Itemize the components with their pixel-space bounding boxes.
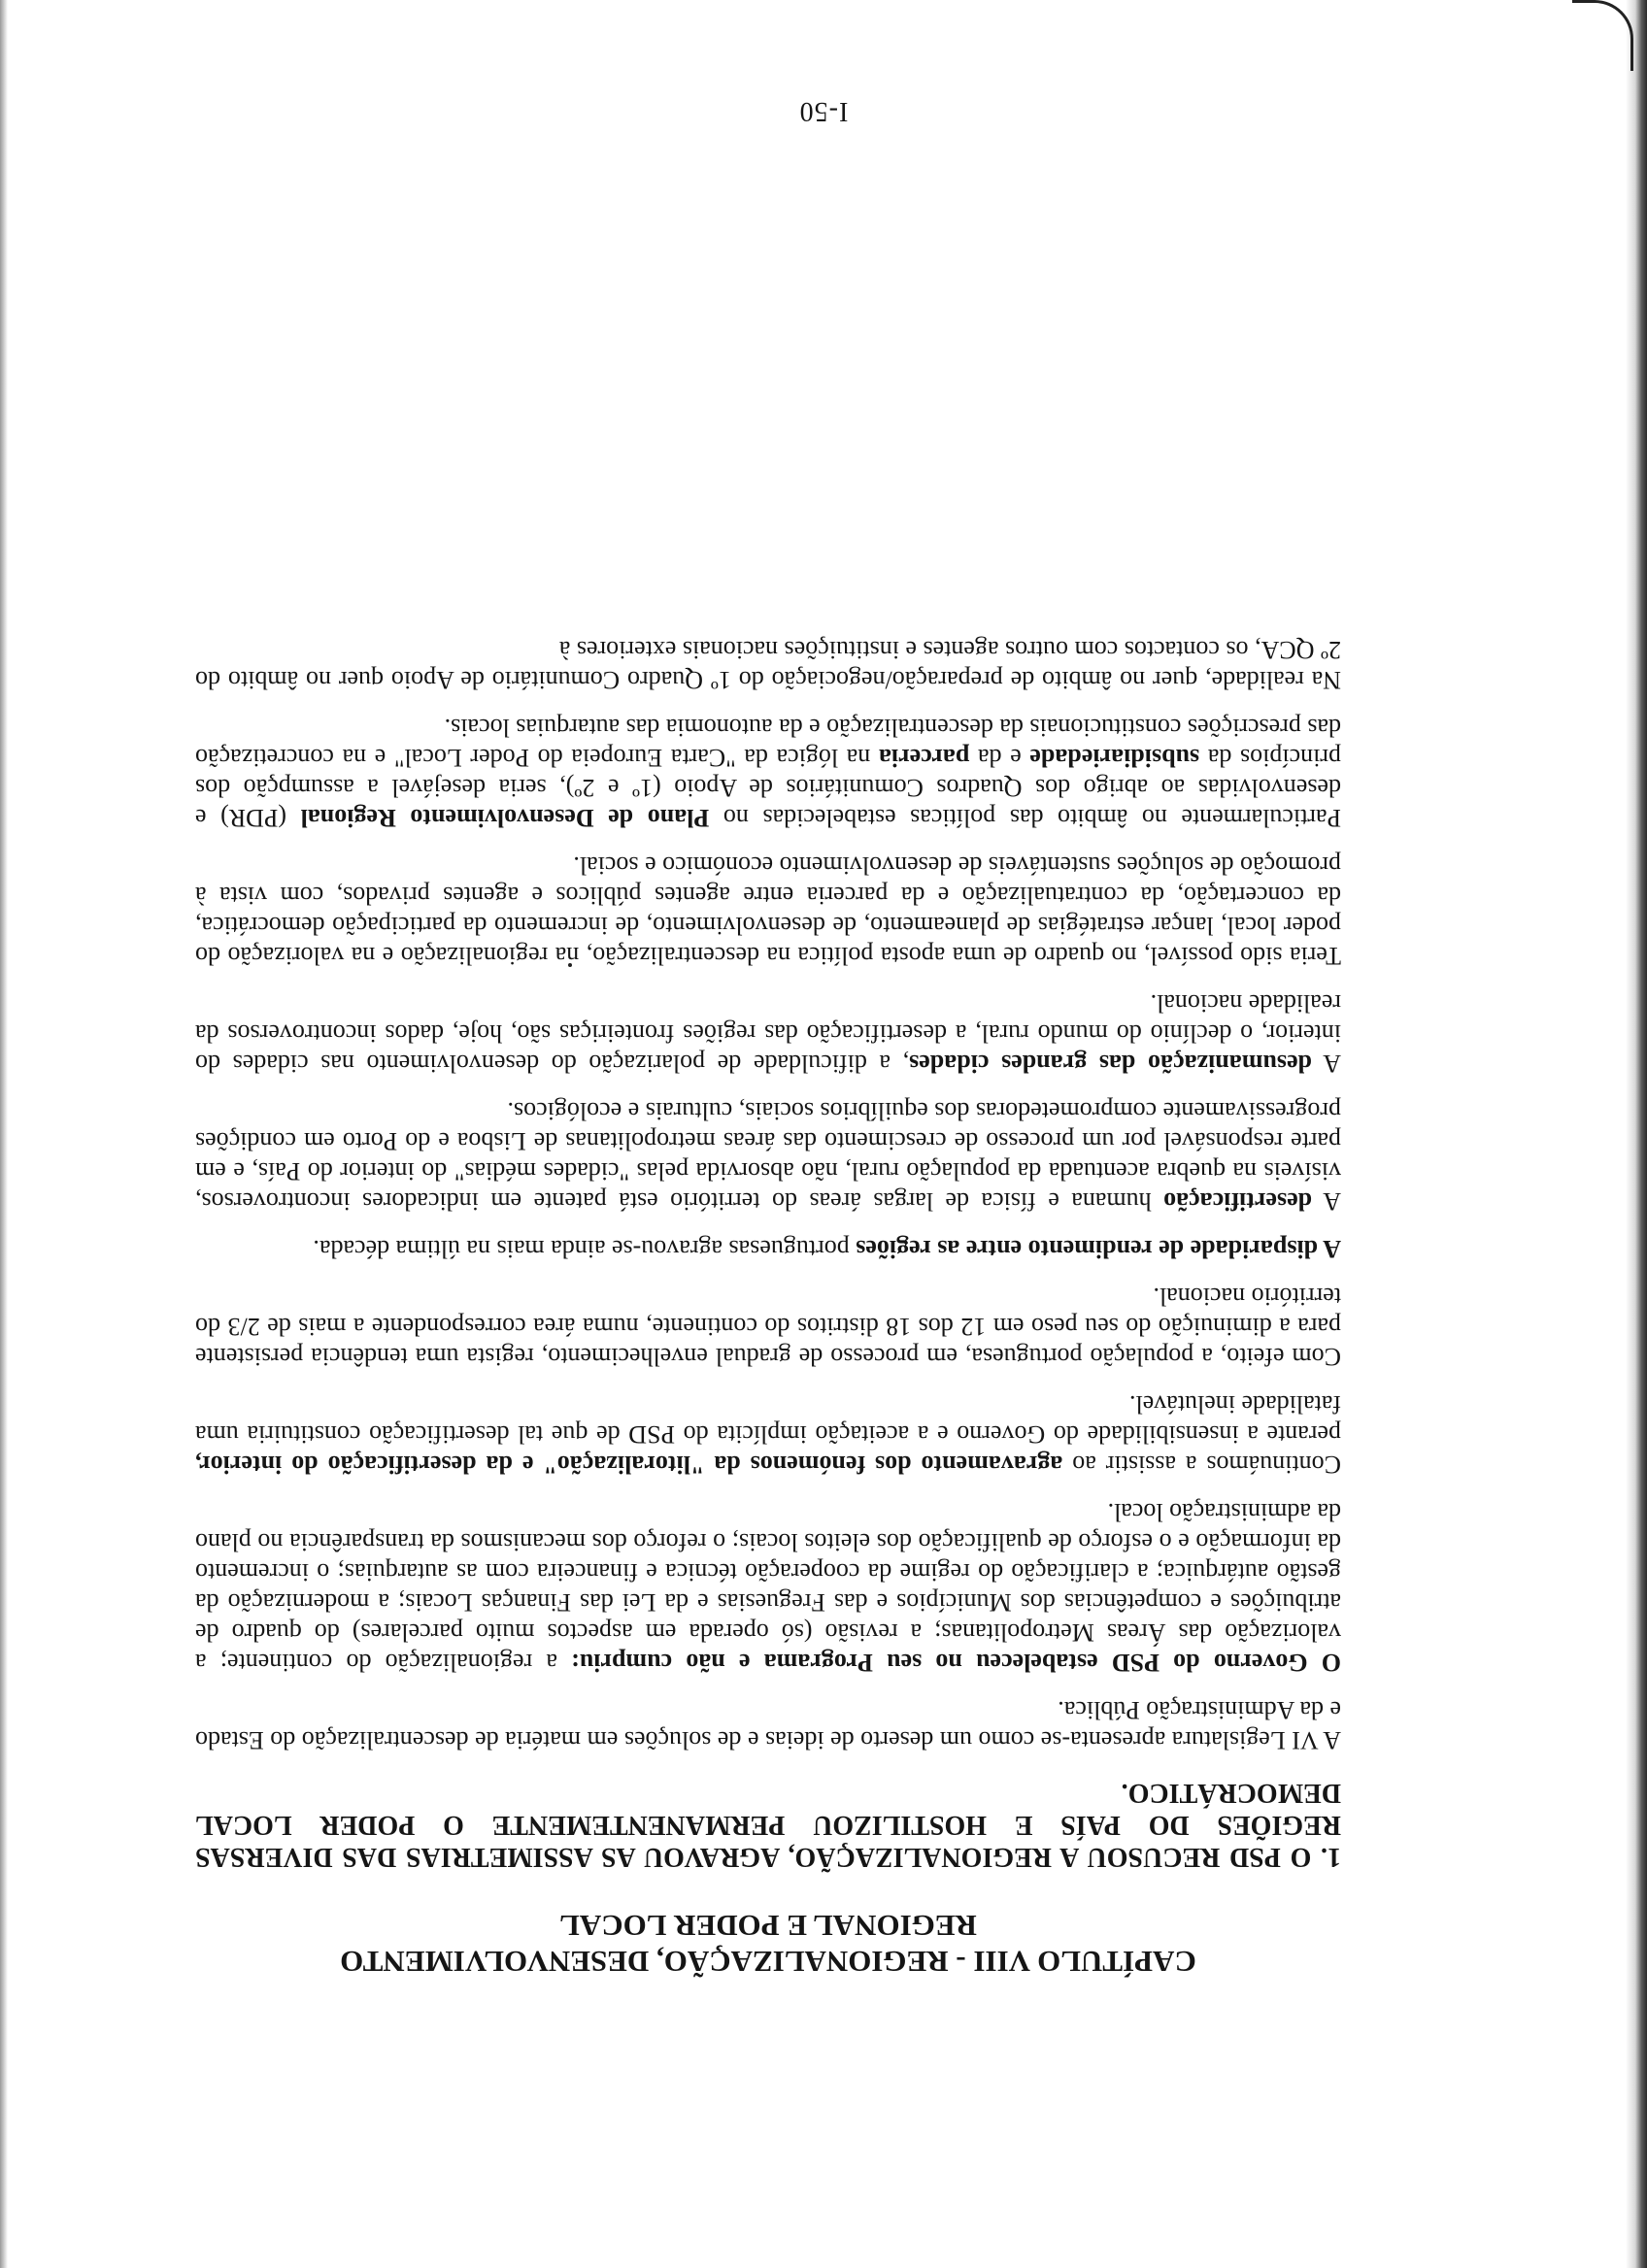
paragraph-4: Com efeito, a população portuguesa, em processo de gradual envelhecimento, regista uma tendência persistente para a diminuição do seu peso em 12 dos 18 distritos do continente, numa área correspondente a mais de 2/3 do território nacional.	[195, 1283, 1341, 1371]
paragraph-7-text-b: , a dificuldade de polarização do desenvolvimento nas cidades do interior, o declínio do mundo rural, a desertificação das regiões fronteiriças são, hoje, dados incontroversos da realidade nacional.	[195, 989, 1341, 1078]
chapter-title-line-2: REGIONAL E PODER LOCAL	[559, 1909, 977, 1943]
paragraph-2	[195, 1497, 1341, 1678]
paragraph-9-text-b: (PDR) e desenvolvidas ao abrigo dos Quadros Comunitários de Apoio (1º e 2º), seria desejável a assumpção dos princípios da	[195, 744, 1341, 832]
paragraph-6-bold: desertificação	[1163, 1187, 1313, 1216]
paragraph-9-text-c: e da	[969, 744, 1030, 772]
paragraph-2-text: a regionalização do continente; a valorização das Áreas Metropolitanas; a revisão (só operada em aspectos muito parcelares) do quadro de atribuições e competências dos Municípios e das Freguesias e da Lei das Finanças Locais; a modernização da gestão autárquica; a clarificação do regime da cooperação técnica e financeira com as autarquias; o incremento da informação e o esforço de qualificação dos eleitos locais; o reforço dos mecanismos da transparência no plano da administração local.	[195, 1498, 1341, 1677]
paragraph-9-bold-1: Plano de Desenvolvimento Regional	[300, 804, 710, 832]
paragraph-6	[195, 1096, 1341, 1217]
paragraph-9-bold-3: parceria	[878, 744, 970, 772]
paragraph-2-bold: O Governo do PSD estabeleceu no seu Programa e não cumpriu:	[571, 1649, 1341, 1677]
paragraph-5-text: portuguesas agravou-se ainda mais na última década.	[313, 1235, 857, 1263]
section-title: 1. O PSD RECUSOU A REGIONALIZAÇÃO, AGRAVOU AS ASSIMETRIAS DAS DIVERSAS REGIÕES DO PAÍS E HOSTILIZOU PERMANENTEMENTE O PODER LOCAL DEMOCRÁTICO.	[195, 1778, 1341, 1872]
chapter-title-line-1: CAPÍTULO VIII - REGIONALIZAÇÃO, DESENVOLVIMENTO	[340, 1945, 1196, 1979]
paragraph-7	[195, 988, 1341, 1079]
paragraph-6-text-b: humana e física de largas áreas do território está patente em indicadores incontroversos, visíveis na quebra acentuada da população rural, não absorvida pelas "cidades médias" do interior do País, e em parte responsável por um processo de crescimento das áreas metropolitanas de Lisboa e do Porto em condições progressivamente comprometedoras dos equilíbrios sociais, culturais e ecológicos.	[194, 1097, 1341, 1216]
paragraph-7-text-a: A	[1312, 1050, 1341, 1078]
paragraph-5-bold: A disparidade de rendimento entre as regiões	[856, 1235, 1341, 1263]
paragraph-5	[195, 1234, 1341, 1264]
paragraph-3-text-b: perante a insensibilidade do Governo e a aceitação implícita do PSD de que tal desertificação constituiria uma fatalidade inelutável.	[195, 1390, 1341, 1449]
chapter-title	[195, 1908, 1341, 1980]
paragraph-7-bold: desumanização das grandes cidades	[909, 1050, 1313, 1078]
page-content	[195, 617, 1341, 1980]
paragraph-3-text-a: Continuámos a assistir ao	[1062, 1451, 1341, 1479]
paragraph-9-text-a: Particularmente no âmbito das políticas estabelecidas no	[709, 804, 1341, 832]
page-number: I-50	[798, 96, 849, 126]
paragraph-9-text-d: na lógica da "Carta Europeia do Poder Local" e na concretização das prescrições constitucionais da descentralização e da autonomia das autarquias locais.	[195, 714, 1341, 772]
paragraph-1: A VI Legislatura apresenta-se como um deserto de ideias e de soluções em matéria de descentralização do Estado e da Administração Pública.	[195, 1696, 1341, 1754]
paragraph-10: Na realidade, quer no âmbito de preparação/negociação do 1º Quadro Comunitário de Apoio quer no âmbito do 2º QCA, os contactos com outros agentes e instituições nacionais exteriores à	[195, 636, 1341, 694]
paragraph-3-bold: agravamento dos fenómenos da "litoralização" e da desertificação do interior,	[195, 1451, 1063, 1479]
paragraph-9-bold-2: subsidiariedade	[1029, 744, 1200, 772]
paragraph-9	[195, 713, 1341, 833]
paragraph-8: Teria sido possível, no quadro de uma aposta política na descentralização, na regionalização e na valorização do poder local, lançar estratégias de planeamento, de desenvolvimento, de incremento da participação democrática, da concertação, da contratualização e da parceria entre agentes públicos e agentes privados, com vista à promoção de soluções sustentáveis de desenvolvimento económico e social.	[195, 851, 1341, 970]
paragraph-6-text-a: A	[1312, 1187, 1341, 1216]
paragraph-3	[195, 1389, 1341, 1480]
